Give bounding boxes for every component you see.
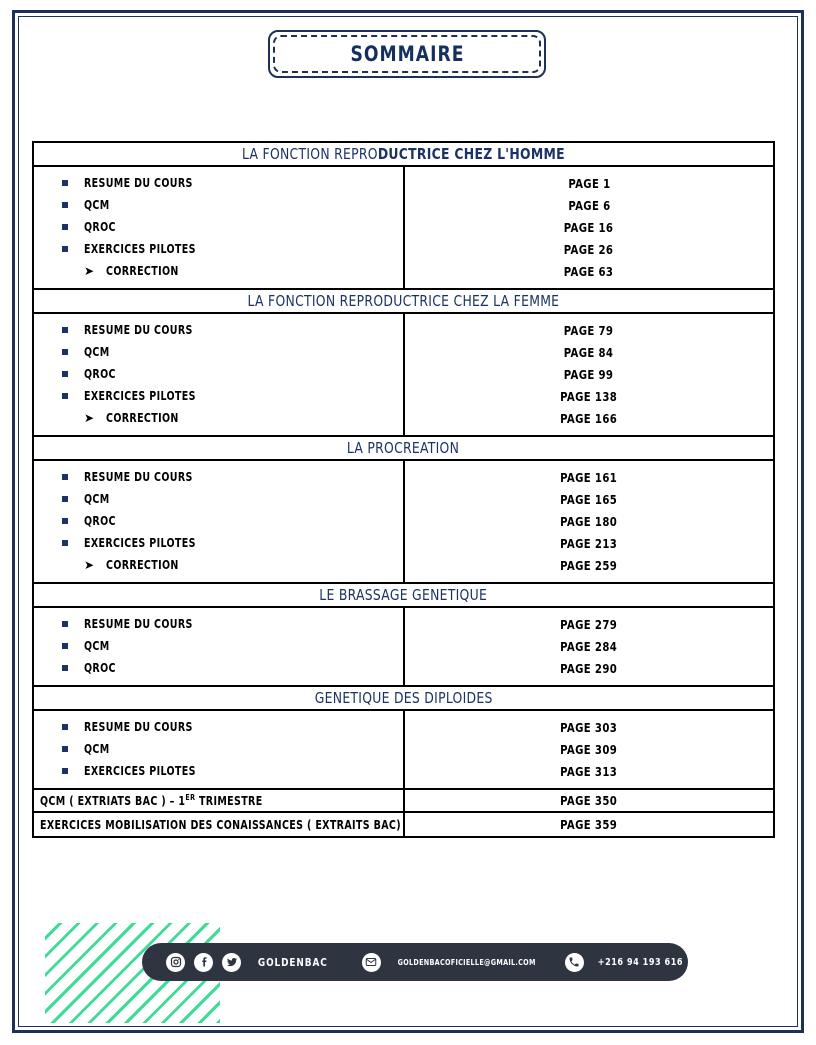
toc-special-label-post: TRIMESTRE — [195, 794, 263, 808]
section-header-5 — [34, 687, 773, 711]
arrow-bullet-icon: ➤ — [84, 411, 95, 425]
instagram-icon[interactable] — [166, 953, 185, 972]
footer-phone: +216 94 193 616 — [597, 956, 683, 968]
section-pages-column — [405, 314, 773, 435]
toc-page-number: PAGE 166 — [560, 410, 618, 426]
toc-special-label — [40, 818, 401, 832]
toc-item-label: EXERCICES PILOTES — [84, 389, 196, 403]
arrow-bullet-icon: ➤ — [84, 264, 95, 278]
toc-item[interactable] — [34, 363, 403, 385]
square-bullet-icon — [62, 327, 68, 333]
toc-page-number: PAGE 313 — [560, 763, 618, 779]
toc-special-page-number: PAGE 359 — [560, 817, 618, 832]
toc-item[interactable] — [34, 260, 403, 282]
toc-page-number: PAGE 1 — [567, 175, 611, 191]
square-bullet-icon — [62, 643, 68, 649]
toc-page-number: PAGE 284 — [560, 638, 618, 654]
toc-special-label-pre: EXERCICES MOBILISATION DES CONAISSANCES ( EXTRAITS BAC) — [40, 817, 401, 832]
toc-special-label-cell — [34, 813, 405, 836]
page-title-container — [268, 30, 546, 78]
toc-page-number-row — [405, 466, 773, 488]
toc-special-page-cell — [405, 813, 773, 836]
square-bullet-icon — [62, 349, 68, 355]
toc-item-label: RESUME DU COURS — [84, 720, 193, 734]
toc-page-number: PAGE 259 — [560, 557, 618, 573]
toc-item[interactable] — [34, 657, 403, 679]
toc-page-number-row — [405, 738, 773, 760]
twitter-icon[interactable] — [222, 953, 241, 972]
page-title-box — [268, 30, 546, 78]
section-body-4 — [34, 608, 773, 687]
toc-item[interactable] — [34, 738, 403, 760]
toc-page-number: PAGE 165 — [560, 491, 618, 507]
toc-item[interactable] — [34, 385, 403, 407]
toc-item-label: EXERCICES PILOTES — [84, 536, 196, 550]
toc-page-number: PAGE 290 — [560, 660, 618, 676]
square-bullet-icon — [62, 246, 68, 252]
toc-page-number-row — [405, 319, 773, 341]
square-bullet-icon — [62, 746, 68, 752]
section-pages-column — [405, 711, 773, 788]
toc-special-label-cell — [34, 790, 405, 811]
square-bullet-icon — [62, 518, 68, 524]
square-bullet-icon — [62, 371, 68, 377]
section-body-3 — [34, 461, 773, 584]
section-pages-column — [405, 608, 773, 685]
toc-page-number: PAGE 84 — [564, 344, 614, 360]
toc-item[interactable] — [34, 635, 403, 657]
square-bullet-icon — [62, 540, 68, 546]
toc-page-number: PAGE 63 — [564, 263, 614, 279]
section-header-3 — [34, 437, 773, 461]
toc-page-number-row — [405, 554, 773, 576]
toc-item-label: RESUME DU COURS — [84, 617, 193, 631]
toc-page-number-row — [405, 341, 773, 363]
toc-item-label: QCM — [84, 198, 110, 212]
section-body-2 — [34, 314, 773, 437]
toc-page-number-row — [405, 510, 773, 532]
section-items-column — [34, 167, 405, 288]
toc-special-row[interactable] — [34, 790, 773, 813]
square-bullet-icon — [62, 202, 68, 208]
toc-page-number-row — [405, 532, 773, 554]
toc-special-row[interactable] — [34, 813, 773, 836]
facebook-icon[interactable] — [194, 953, 213, 972]
toc-item-label: RESUME DU COURS — [84, 323, 193, 337]
toc-page-number-row — [405, 657, 773, 679]
section-items-column — [34, 608, 405, 685]
toc-item[interactable] — [34, 216, 403, 238]
square-bullet-icon — [62, 768, 68, 774]
toc-page-number-row — [405, 488, 773, 510]
section-header-part-bold: DUCTRICE CHEZ L'HOMME — [377, 145, 565, 163]
toc-special-page-number: PAGE 350 — [560, 793, 618, 808]
toc-item-label: QROC — [84, 514, 116, 528]
square-bullet-icon — [62, 180, 68, 186]
toc-special-label — [40, 793, 263, 808]
toc-page-number-row — [405, 760, 773, 782]
footer-brand: GOLDENBAC — [257, 955, 328, 969]
toc-special-label-superscript: ER — [185, 793, 196, 802]
toc-page-number-row — [405, 172, 773, 194]
toc-page-number-row — [405, 613, 773, 635]
square-bullet-icon — [62, 393, 68, 399]
toc-item-label: RESUME DU COURS — [84, 176, 193, 190]
toc-page-number: PAGE 303 — [560, 719, 618, 735]
toc-item[interactable] — [34, 194, 403, 216]
section-header-text — [242, 145, 565, 163]
toc-item-label: QCM — [84, 345, 110, 359]
toc-item-label: CORRECTION — [106, 264, 179, 278]
toc-item[interactable] — [34, 613, 403, 635]
section-items-column — [34, 711, 405, 788]
section-header-1 — [34, 143, 773, 167]
section-header-2 — [34, 290, 773, 314]
footer-email: GOLDENBACOFICIELLE@GMAIL.COM — [397, 957, 536, 967]
toc-page-number: PAGE 6 — [567, 197, 611, 213]
section-pages-column — [405, 461, 773, 582]
section-body-5 — [34, 711, 773, 790]
square-bullet-icon — [62, 621, 68, 627]
toc-item[interactable] — [34, 716, 403, 738]
toc-special-label-pre: QCM ( EXTRIATS BAC ) – 1 — [40, 794, 186, 808]
toc-page-number: PAGE 213 — [560, 535, 618, 551]
toc-page-number-row — [405, 194, 773, 216]
toc-page-number: PAGE 279 — [560, 616, 618, 632]
table-of-contents — [32, 141, 775, 838]
toc-item-label: EXERCICES PILOTES — [84, 242, 196, 256]
toc-item-label: QROC — [84, 367, 116, 381]
square-bullet-icon — [62, 665, 68, 671]
toc-page-number-row — [405, 385, 773, 407]
square-bullet-icon — [62, 724, 68, 730]
toc-page-number: PAGE 161 — [560, 469, 618, 485]
section-items-column — [34, 314, 405, 435]
section-header-4 — [34, 584, 773, 608]
toc-page-number-row — [405, 238, 773, 260]
section-body-1 — [34, 167, 773, 290]
toc-item[interactable] — [34, 554, 403, 576]
toc-item-label: QROC — [84, 661, 116, 675]
toc-item-label: CORRECTION — [106, 558, 179, 572]
square-bullet-icon — [62, 496, 68, 502]
toc-item[interactable] — [34, 407, 403, 429]
toc-page-number: PAGE 180 — [560, 513, 618, 529]
toc-item-label: QCM — [84, 742, 110, 756]
section-header-text: LA FONCTION REPRODUCTRICE CHEZ LA FEMME — [247, 292, 560, 310]
toc-item-label: QCM — [84, 639, 110, 653]
toc-page-number: PAGE 16 — [564, 219, 614, 235]
section-items-column — [34, 461, 405, 582]
toc-page-number-row — [405, 260, 773, 282]
toc-page-number: PAGE 309 — [560, 741, 618, 757]
toc-item-label: RESUME DU COURS — [84, 470, 193, 484]
toc-item[interactable] — [34, 319, 403, 341]
toc-page-number-row — [405, 216, 773, 238]
toc-page-number-row — [405, 716, 773, 738]
toc-item[interactable] — [34, 510, 403, 532]
square-bullet-icon — [62, 224, 68, 230]
toc-item-label: CORRECTION — [106, 411, 179, 425]
toc-page-number: PAGE 99 — [564, 366, 614, 382]
toc-item[interactable] — [34, 172, 403, 194]
toc-item[interactable] — [34, 532, 403, 554]
toc-page-number: PAGE 138 — [560, 388, 618, 404]
toc-item-label: QCM — [84, 492, 110, 506]
toc-page-number-row — [405, 407, 773, 429]
toc-page-number-row — [405, 635, 773, 657]
section-header-text: GENETIQUE DES DIPLOIDES — [314, 689, 493, 707]
toc-item-label: EXERCICES PILOTES — [84, 764, 196, 778]
square-bullet-icon — [62, 474, 68, 480]
toc-item[interactable] — [34, 341, 403, 363]
toc-item[interactable] — [34, 488, 403, 510]
toc-page-number: PAGE 79 — [564, 322, 614, 338]
section-header-part-light: LA FONCTION REPRO — [242, 145, 378, 163]
toc-item[interactable] — [34, 238, 403, 260]
toc-page-number: PAGE 26 — [564, 241, 614, 257]
page-title: SOMMAIRE — [350, 42, 464, 66]
section-pages-column — [405, 167, 773, 288]
phone-icon[interactable] — [565, 953, 584, 972]
footer-contact-bar — [142, 943, 688, 981]
toc-item-label: QROC — [84, 220, 116, 234]
section-header-text: LA PROCREATION — [347, 439, 460, 457]
toc-special-page-cell — [405, 790, 773, 811]
toc-item[interactable] — [34, 466, 403, 488]
section-header-text: LE BRASSAGE GENETIQUE — [319, 586, 488, 604]
arrow-bullet-icon: ➤ — [84, 558, 95, 572]
mail-icon[interactable] — [362, 953, 381, 972]
toc-page-number-row — [405, 363, 773, 385]
toc-item[interactable] — [34, 760, 403, 782]
